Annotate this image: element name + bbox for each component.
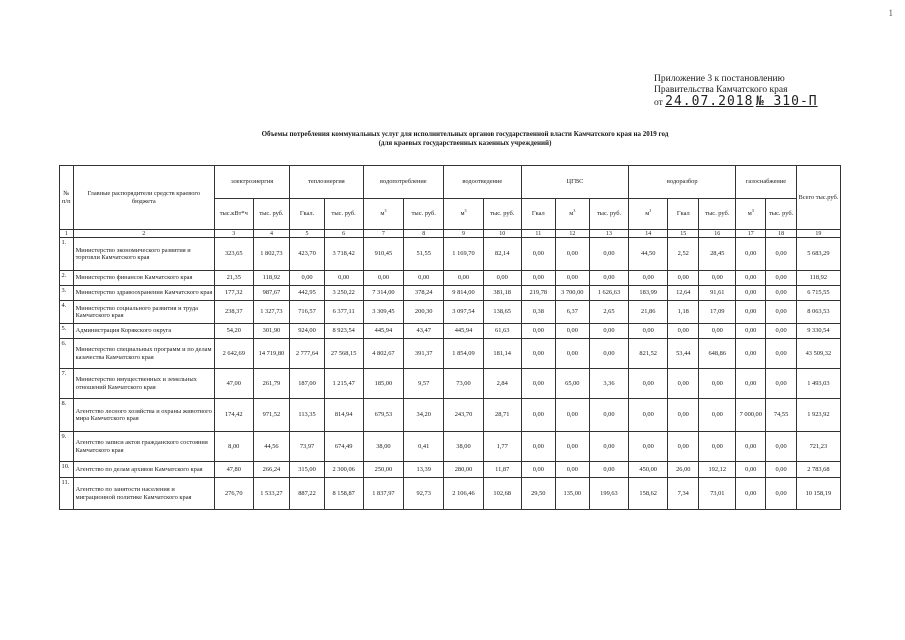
row-value-cell: 192,12 [699, 462, 736, 478]
row-value-cell: 0,00 [521, 369, 556, 399]
header-unit-cell: $м^3$ [629, 199, 668, 230]
row-value-cell: 102,68 [483, 478, 521, 510]
header-group-water-disposal: водоотведение [444, 166, 521, 199]
row-total-value: 43 509,32 [796, 339, 840, 369]
row-value-cell: 0,00 [556, 324, 589, 339]
row-value-cell: 26,00 [668, 462, 699, 478]
row-value-cell: 0,00 [736, 432, 766, 462]
row-administrator-name: Агентство по делам архивов Камчатского края [73, 462, 214, 478]
row-number: 5. [60, 324, 74, 339]
row-value-cell: 0,00 [766, 478, 796, 510]
row-value-cell: 0,00 [766, 462, 796, 478]
appendix-date: 24.07.2018 [665, 94, 754, 109]
row-value-cell: 11,87 [483, 462, 521, 478]
row-value-cell: 183,99 [629, 286, 668, 301]
row-value-cell: 47,00 [214, 369, 253, 399]
row-value-cell: 0,00 [668, 369, 699, 399]
row-value-cell: 8 158,87 [324, 478, 363, 510]
row-value-cell: 0,38 [521, 301, 556, 324]
column-number-cell: 8 [404, 230, 444, 238]
row-value-cell: 716,57 [290, 301, 325, 324]
row-value-cell: 7 000,00 [736, 399, 766, 432]
column-number-cell: 12 [556, 230, 589, 238]
row-value-cell: 315,00 [290, 462, 325, 478]
row-value-cell: 0,00 [589, 339, 629, 369]
table-row [60, 462, 841, 478]
row-value-cell: 0,00 [668, 399, 699, 432]
row-number: 9. [60, 432, 74, 462]
row-value-cell: 0,00 [521, 399, 556, 432]
row-value-cell: 0,00 [668, 271, 699, 286]
row-value-cell: 2,65 [589, 301, 629, 324]
row-value-cell: 118,92 [253, 271, 290, 286]
row-value-cell: 0,00 [556, 399, 589, 432]
header-unit-cell: $м^3$ [363, 199, 404, 230]
row-value-cell: 378,24 [404, 286, 444, 301]
row-value-cell: 2 106,46 [444, 478, 484, 510]
row-number: 2. [60, 271, 74, 286]
row-value-cell: 0,00 [766, 271, 796, 286]
row-total-value: 5 683,29 [796, 238, 840, 271]
row-value-cell: 238,37 [214, 301, 253, 324]
row-value-cell: 971,52 [253, 399, 290, 432]
row-value-cell: 74,55 [766, 399, 796, 432]
header-unit-cell: $м^3$ [736, 199, 766, 230]
row-value-cell: 12,64 [668, 286, 699, 301]
table-row [60, 271, 841, 286]
row-value-cell: 82,14 [483, 238, 521, 271]
row-value-cell: 280,00 [444, 462, 484, 478]
row-value-cell: 61,63 [483, 324, 521, 339]
row-total-value: 118,92 [796, 271, 840, 286]
row-value-cell: 266,24 [253, 462, 290, 478]
row-value-cell: 0,00 [521, 339, 556, 369]
row-total-value: 9 330,54 [796, 324, 840, 339]
row-value-cell: 0,00 [290, 271, 325, 286]
row-value-cell: 0,41 [404, 432, 444, 462]
column-number-cell: 19 [796, 230, 840, 238]
row-value-cell: 2,52 [668, 238, 699, 271]
row-value-cell: 13,39 [404, 462, 444, 478]
header-unit-cell: тыс. руб. [589, 199, 629, 230]
header-unit-cell: тыс. руб. [483, 199, 521, 230]
column-number-cell: 11 [521, 230, 556, 238]
row-value-cell: 0,00 [766, 238, 796, 271]
column-number-cell: 10 [483, 230, 521, 238]
row-value-cell: 73,97 [290, 432, 325, 462]
row-value-cell: 445,94 [444, 324, 484, 339]
row-number: 4. [60, 301, 74, 324]
row-value-cell: 21,86 [629, 301, 668, 324]
column-number-cell: 13 [589, 230, 629, 238]
row-number: 1. [60, 238, 74, 271]
row-value-cell: 0,00 [589, 399, 629, 432]
row-value-cell: 0,00 [444, 271, 484, 286]
row-value-cell: 0,00 [699, 432, 736, 462]
row-value-cell: 0,00 [699, 271, 736, 286]
row-value-cell: 73,00 [444, 369, 484, 399]
row-value-cell: 2 777,64 [290, 339, 325, 369]
row-administrator-name: Министерство имущественных и земельных отношений Камчатского края [73, 369, 214, 399]
header-unit-cell: тыс.кВт*ч [214, 199, 253, 230]
row-value-cell: 6 377,11 [324, 301, 363, 324]
row-value-cell: 54,20 [214, 324, 253, 339]
row-total-value: 6 715,55 [796, 286, 840, 301]
row-number: 10. [60, 462, 74, 478]
row-value-cell: 821,52 [629, 339, 668, 369]
column-number-cell: 14 [629, 230, 668, 238]
row-number: 6. [60, 339, 74, 369]
row-number: 7. [60, 369, 74, 399]
row-value-cell: 44,56 [253, 432, 290, 462]
row-value-cell: 0,00 [521, 324, 556, 339]
appendix-date-prefix: от [654, 98, 663, 108]
row-value-cell: 250,00 [363, 462, 404, 478]
row-total-value: 8 063,53 [796, 301, 840, 324]
row-value-cell: 243,70 [444, 399, 484, 432]
row-value-cell: 53,44 [668, 339, 699, 369]
row-value-cell: 17,09 [699, 301, 736, 324]
row-number: 3. [60, 286, 74, 301]
row-value-cell: 0,00 [556, 339, 589, 369]
header-total: Всего тыс.руб. [796, 166, 840, 230]
row-value-cell: 0,00 [736, 324, 766, 339]
row-value-cell: 28,45 [699, 238, 736, 271]
row-value-cell: 3 250,22 [324, 286, 363, 301]
row-value-cell: 158,62 [629, 478, 668, 510]
column-number-cell: 18 [766, 230, 796, 238]
row-value-cell: 34,20 [404, 399, 444, 432]
row-value-cell: 3 718,42 [324, 238, 363, 271]
table-row [60, 478, 841, 510]
row-administrator-name: Агентство по занятости населения и миграционной политике Камчатского края [73, 478, 214, 510]
row-value-cell: 0,00 [766, 432, 796, 462]
table-row [60, 286, 841, 301]
header-group-hot-water: ЦГВС [521, 166, 629, 199]
column-number-cell: 17 [736, 230, 766, 238]
row-value-cell: 28,71 [483, 399, 521, 432]
row-value-cell: 0,00 [668, 324, 699, 339]
row-value-cell: 0,00 [589, 271, 629, 286]
row-value-cell: 187,00 [290, 369, 325, 399]
row-value-cell: 0,00 [521, 238, 556, 271]
column-number-cell: 2 [73, 230, 214, 238]
row-value-cell: 91,61 [699, 286, 736, 301]
row-value-cell: 92,73 [404, 478, 444, 510]
row-value-cell: 200,30 [404, 301, 444, 324]
table-row [60, 399, 841, 432]
row-value-cell: 1 854,09 [444, 339, 484, 369]
row-value-cell: 177,32 [214, 286, 253, 301]
row-administrator-name: Министерство здравоохранения Камчатского края [73, 286, 214, 301]
appendix-line-3 [654, 96, 894, 109]
header-unit-cell: $м^3$ [444, 199, 484, 230]
row-value-cell: 0,00 [629, 432, 668, 462]
column-number-cell: 5 [290, 230, 325, 238]
table-row [60, 339, 841, 369]
title-line-2: (для краевых государственных казенных учреждений) [378, 139, 552, 147]
row-value-cell: 0,00 [766, 369, 796, 399]
row-value-cell: 679,53 [363, 399, 404, 432]
document-title [120, 130, 810, 148]
row-administrator-name: Агентство записи актов гражданского состояния Камчатского края [73, 432, 214, 462]
column-number-cell: 16 [699, 230, 736, 238]
row-value-cell: 181,14 [483, 339, 521, 369]
row-value-cell: 219,78 [521, 286, 556, 301]
row-value-cell: 0,00 [556, 432, 589, 462]
row-value-cell: 65,00 [556, 369, 589, 399]
row-administrator-name: Агентство лесного хозяйства и охраны животного мира Камчатского края [73, 399, 214, 432]
row-value-cell: 924,00 [290, 324, 325, 339]
row-value-cell: 0,00 [521, 432, 556, 462]
row-value-cell: 1 626,63 [589, 286, 629, 301]
column-number-cell: 15 [668, 230, 699, 238]
row-value-cell: 51,55 [404, 238, 444, 271]
row-value-cell: 199,63 [589, 478, 629, 510]
row-value-cell: 445,94 [363, 324, 404, 339]
header-unit-cell: тыс. руб. [766, 199, 796, 230]
row-value-cell: 391,37 [404, 339, 444, 369]
row-value-cell: 0,00 [736, 271, 766, 286]
header-group-electricity: электроэнергия [214, 166, 289, 199]
row-value-cell: 0,00 [699, 369, 736, 399]
row-value-cell: 1,18 [668, 301, 699, 324]
table-row [60, 324, 841, 339]
row-value-cell: 38,00 [444, 432, 484, 462]
header-num: № п/п [60, 166, 74, 230]
row-value-cell: 0,00 [766, 324, 796, 339]
header-unit-cell: тыс. руб. [699, 199, 736, 230]
row-value-cell: 0,00 [736, 301, 766, 324]
header-unit-cell: Гкал [521, 199, 556, 230]
row-value-cell: 0,00 [736, 286, 766, 301]
row-value-cell: 14 719,80 [253, 339, 290, 369]
row-value-cell: 648,86 [699, 339, 736, 369]
row-value-cell: 1 802,73 [253, 238, 290, 271]
row-value-cell: 0,00 [556, 462, 589, 478]
header-row-column-numbers [60, 230, 841, 238]
row-value-cell: 0,00 [521, 462, 556, 478]
row-value-cell: 47,80 [214, 462, 253, 478]
column-number-cell: 9 [444, 230, 484, 238]
row-value-cell: 185,00 [363, 369, 404, 399]
row-administrator-name: Министерство социального развития и труда Камчатского края [73, 301, 214, 324]
header-group-water-draw: водоразбор [629, 166, 736, 199]
row-value-cell: 0,00 [736, 478, 766, 510]
row-value-cell: 2 300,06 [324, 462, 363, 478]
row-value-cell: 0,00 [629, 324, 668, 339]
row-value-cell: 0,00 [404, 271, 444, 286]
appendix-reference [654, 74, 894, 109]
column-number-cell: 7 [363, 230, 404, 238]
row-value-cell: 21,35 [214, 271, 253, 286]
row-value-cell: 2,84 [483, 369, 521, 399]
row-value-cell: 4 802,67 [363, 339, 404, 369]
row-value-cell: 113,35 [290, 399, 325, 432]
row-value-cell: 442,95 [290, 286, 325, 301]
row-value-cell: 381,18 [483, 286, 521, 301]
row-total-value: 1 493,03 [796, 369, 840, 399]
row-value-cell: 0,00 [483, 271, 521, 286]
row-value-cell: 0,00 [629, 369, 668, 399]
table-row [60, 301, 841, 324]
title-line-1: Объемы потребления коммунальных услуг для исполнительных органов государственной власти Камчатского края на 2019 год [261, 130, 669, 138]
row-value-cell: 73,01 [699, 478, 736, 510]
row-value-cell: 1 327,73 [253, 301, 290, 324]
table-row [60, 432, 841, 462]
row-value-cell: 276,70 [214, 478, 253, 510]
row-value-cell: 887,22 [290, 478, 325, 510]
row-value-cell: 0,00 [589, 462, 629, 478]
row-total-value: 2 783,68 [796, 462, 840, 478]
row-value-cell: 9,57 [404, 369, 444, 399]
row-value-cell: 6,37 [556, 301, 589, 324]
appendix-number: № 310-П [755, 94, 818, 109]
row-value-cell: 29,50 [521, 478, 556, 510]
row-value-cell: 0,00 [736, 238, 766, 271]
row-value-cell: 44,50 [629, 238, 668, 271]
row-value-cell: 7 314,00 [363, 286, 404, 301]
header-unit-cell: $м^3$ [556, 199, 589, 230]
appendix-line-2: Правительства Камчатского края [654, 85, 788, 95]
row-value-cell: 0,00 [556, 238, 589, 271]
row-administrator-name: Министерство финансов Камчатского края [73, 271, 214, 286]
header-unit-cell: тыс. руб. [253, 199, 290, 230]
row-value-cell: 174,42 [214, 399, 253, 432]
column-number-cell: 1 [60, 230, 74, 238]
row-value-cell: 323,65 [214, 238, 253, 271]
row-administrator-name: Министерство специальных программ и по делам казачества Камчатского края [73, 339, 214, 369]
row-value-cell: 9 814,00 [444, 286, 484, 301]
header-unit-cell: Гкал [668, 199, 699, 230]
row-value-cell: 0,00 [736, 462, 766, 478]
row-value-cell: 7,34 [668, 478, 699, 510]
row-value-cell: 135,00 [556, 478, 589, 510]
column-number-cell: 6 [324, 230, 363, 238]
header-unit-cell: Гкал. [290, 199, 325, 230]
row-value-cell: 450,00 [629, 462, 668, 478]
row-total-value: 721,23 [796, 432, 840, 462]
column-number-cell: 3 [214, 230, 253, 238]
row-value-cell: 0,00 [629, 399, 668, 432]
row-value-cell: 0,00 [556, 271, 589, 286]
header-group-heat: теплоэнергия [290, 166, 363, 199]
header-row-groups [60, 166, 841, 199]
row-value-cell: 301,90 [253, 324, 290, 339]
header-group-water-supply: водопотребление [363, 166, 444, 199]
row-value-cell: 261,79 [253, 369, 290, 399]
row-value-cell: 43,47 [404, 324, 444, 339]
row-value-cell: 910,45 [363, 238, 404, 271]
row-total-value: 1 923,92 [796, 399, 840, 432]
row-value-cell: 2 642,69 [214, 339, 253, 369]
row-number: 11. [60, 478, 74, 510]
row-value-cell: 423,70 [290, 238, 325, 271]
header-group-gas: газоснабжение [736, 166, 797, 199]
row-value-cell: 0,00 [699, 324, 736, 339]
row-value-cell: 27 568,15 [324, 339, 363, 369]
consumption-table [59, 165, 841, 510]
row-value-cell: 1 533,27 [253, 478, 290, 510]
row-value-cell: 3 309,45 [363, 301, 404, 324]
row-value-cell: 674,49 [324, 432, 363, 462]
row-administrator-name: Администрация Корякского округа [73, 324, 214, 339]
row-value-cell: 0,00 [589, 238, 629, 271]
row-value-cell: 0,00 [766, 339, 796, 369]
row-total-value: 10 158,19 [796, 478, 840, 510]
row-administrator-name: Министерство экономического развития и торговли Камчатского края [73, 238, 214, 271]
row-value-cell: 0,00 [736, 339, 766, 369]
row-value-cell: 1,77 [483, 432, 521, 462]
page-corner-mark: 1 [888, 8, 893, 18]
column-number-cell: 4 [253, 230, 290, 238]
row-value-cell: 0,00 [699, 399, 736, 432]
row-value-cell: 38,00 [363, 432, 404, 462]
row-value-cell: 1 169,70 [444, 238, 484, 271]
row-value-cell: 0,00 [324, 271, 363, 286]
row-value-cell: 3,36 [589, 369, 629, 399]
row-value-cell: 1 837,97 [363, 478, 404, 510]
row-value-cell: 1 215,47 [324, 369, 363, 399]
row-value-cell: 3 097,54 [444, 301, 484, 324]
row-value-cell: 8,00 [214, 432, 253, 462]
row-value-cell: 138,65 [483, 301, 521, 324]
row-value-cell: 0,00 [589, 324, 629, 339]
table-row [60, 238, 841, 271]
table-row [60, 369, 841, 399]
row-value-cell: 0,00 [363, 271, 404, 286]
row-value-cell: 8 923,54 [324, 324, 363, 339]
row-value-cell: 0,00 [589, 432, 629, 462]
row-value-cell: 0,00 [668, 432, 699, 462]
row-value-cell: 3 700,00 [556, 286, 589, 301]
row-value-cell: 987,67 [253, 286, 290, 301]
appendix-line-1: Приложение 3 к постановлению [654, 74, 785, 84]
row-value-cell: 0,00 [736, 369, 766, 399]
row-value-cell: 0,00 [766, 286, 796, 301]
row-value-cell: 814,94 [324, 399, 363, 432]
header-unit-cell: тыс. руб. [404, 199, 444, 230]
row-number: 8. [60, 399, 74, 432]
row-value-cell: 0,00 [766, 301, 796, 324]
row-value-cell: 0,00 [521, 271, 556, 286]
header-unit-cell: тыс. руб. [324, 199, 363, 230]
row-value-cell: 0,00 [629, 271, 668, 286]
header-name: Главные распорядители средств краевого бюджета [73, 166, 214, 230]
